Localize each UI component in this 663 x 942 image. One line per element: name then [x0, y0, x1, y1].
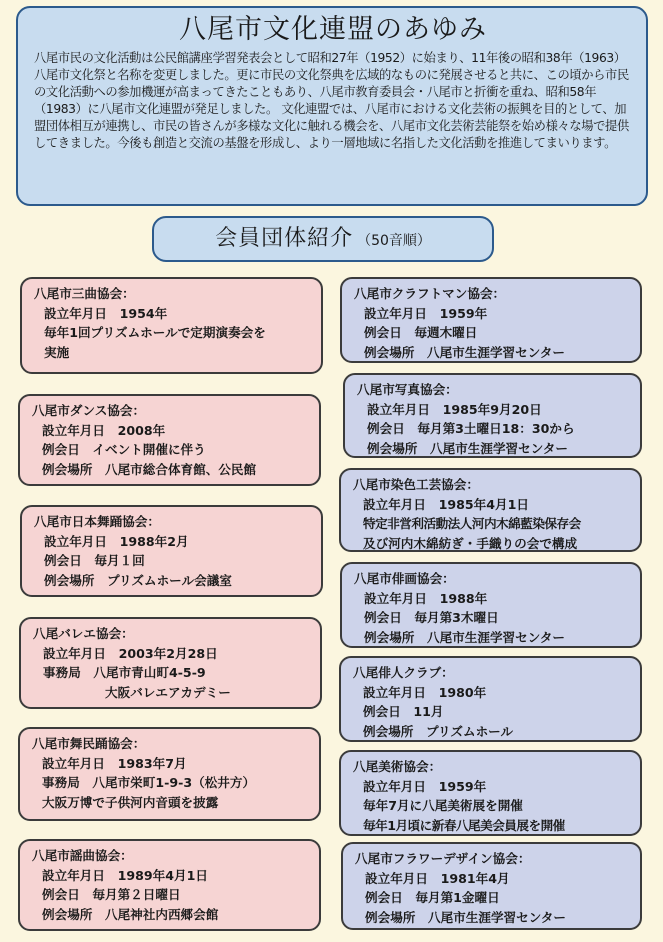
org-detail: 例会日 毎月第1金曜日: [365, 890, 500, 905]
org-detail: 設立年月日 1989年4月1日: [42, 867, 208, 883]
org-name: 八尾バレエ協会：: [33, 626, 134, 641]
org-detail: 例会場所 プリズムホール: [363, 723, 514, 739]
org-detail: 事務局 八尾市栄町1-9-3（松井方）: [42, 775, 256, 790]
org-detail: 事務局 八尾市青山町4-5-9: [43, 665, 206, 680]
org-detail: 例会場所 八尾神社内西郷会館: [42, 906, 219, 922]
org-detail: 大阪バレエアカデミー: [105, 684, 231, 700]
org-detail: 例会日 毎週木曜日: [364, 325, 478, 340]
org-detail: 大阪万博で子供河内音頭を披露: [42, 794, 219, 810]
org-card-yokyoku: [18, 839, 321, 931]
org-detail: 毎年1月頃に新春八尾美会員展を開催: [363, 817, 565, 833]
org-detail: 例会日 11月: [363, 704, 444, 719]
history-box: [16, 6, 648, 206]
org-detail: 特定非営利活動法人河内木綿藍染保存会: [363, 516, 581, 531]
org-detail: 毎年1回プリズムホールで定期演奏会を: [44, 325, 266, 340]
org-name: 八尾市日本舞踊協会：: [34, 514, 160, 529]
org-card-minyo: [18, 727, 321, 821]
org-detail: 設立年月日 1981年4月: [365, 870, 510, 886]
org-detail: 設立年月日 1954年: [44, 305, 168, 321]
org-detail: 及び河内木綿紡ぎ・手織りの会で構成: [363, 535, 578, 551]
org-detail: 例会日 イベント開催に伴う: [42, 442, 206, 457]
org-detail: 毎年7月に八尾美術展を開催: [363, 798, 523, 813]
org-name: 八尾市三曲協会：: [34, 286, 135, 301]
org-detail: 設立年月日 2003年2月28日: [43, 645, 218, 661]
org-card-bijutsu: [339, 750, 642, 836]
org-detail: 設立年月日 1985年4月1日: [363, 496, 529, 512]
org-name: 八尾市舞民踊協会：: [32, 736, 146, 751]
org-detail: 例会日 毎月第3木曜日: [364, 610, 499, 625]
org-name: 八尾俳人クラブ：: [353, 665, 454, 680]
org-detail: 設立年月日 1959年: [363, 778, 487, 794]
org-card-flower: [341, 842, 642, 930]
org-name: 八尾市フラワーデザイン協会：: [355, 851, 531, 866]
org-detail: 例会日 毎月第3土曜日18：30から: [367, 421, 575, 436]
org-detail: 例会場所 八尾市生涯学習センター: [364, 344, 565, 360]
org-detail: 設立年月日 1988年2月: [44, 533, 189, 549]
org-name: 八尾市クラフトマン協会：: [354, 286, 506, 301]
org-name: 八尾美術協会：: [353, 759, 442, 774]
page-title: 八尾市文化連盟のあゆみ: [179, 14, 487, 45]
org-card-nihon-buyo: [20, 505, 323, 597]
org-detail: 例会場所 八尾市生涯学習センター: [365, 909, 566, 925]
org-name: 八尾市謡曲協会：: [32, 848, 133, 863]
org-detail: 例会日 毎月第２日曜日: [42, 887, 181, 902]
org-card-photo: [343, 373, 642, 458]
org-card-craftsman: [340, 277, 642, 363]
org-name: 八尾市俳画協会：: [354, 571, 455, 586]
org-card-haiga: [340, 562, 642, 648]
org-detail: 設立年月日 1983年7月: [42, 755, 187, 771]
org-name: 八尾市染色工芸協会：: [353, 477, 479, 492]
org-detail: 設立年月日 1959年: [364, 305, 488, 321]
org-name: 八尾市ダンス協会：: [32, 403, 146, 418]
section-title-sub: （50音順）: [357, 233, 431, 249]
org-name: 八尾市写真協会：: [357, 382, 458, 397]
org-detail: 実施: [44, 344, 70, 360]
org-card-haijin: [339, 656, 642, 742]
org-detail: 例会場所 八尾市総合体育館、公民館: [42, 461, 257, 477]
org-card-dyeing: [339, 468, 642, 552]
org-detail: 設立年月日 1988年: [364, 590, 488, 606]
org-card-sankyoku: [20, 277, 323, 374]
org-detail: 例会場所 八尾市生涯学習センター: [364, 629, 565, 645]
org-detail: 例会場所 プリズムホール会議室: [44, 572, 232, 588]
org-detail: 例会日 毎月１回: [44, 553, 145, 568]
org-detail: 設立年月日 1980年: [363, 684, 487, 700]
section-title-main: 会員団体紹介: [215, 226, 354, 251]
org-card-ballet: [19, 617, 322, 709]
org-card-dance: [18, 394, 321, 486]
section-title: [152, 216, 494, 262]
org-detail: 例会場所 八尾市生涯学習センター: [367, 440, 568, 456]
org-detail: 設立年月日 1985年9月20日: [367, 401, 542, 417]
org-detail: 設立年月日 2008年: [42, 422, 166, 438]
history-text: 八尾市民の文化活動は公民館講座学習発表会として昭和27年（1952）に始まり、11年後の昭和38年（1963）八尾市文化祭と名称を変更しました。更に市民の文化祭典を広域的なものに発展させると共に、この頃から市民の文化活動への参加機運が高まってきたこともあり、八尾市教育委員会・八尾市と折衝を重ね、昭和58年（1983）に八尾市文化連盟が発足しました。 文化連盟では、八尾市における文化芸術の振興を目的として、加盟団体相互が連携し、市民の皆さんが多様な文化に触れる機会を、八尾市文化芸術芸能祭を始め様々な場で提供してきました。今後も創造と交流の基盤を形成し、より一層地域に名指した文化活動を推進してまいります。: [34, 51, 629, 150]
